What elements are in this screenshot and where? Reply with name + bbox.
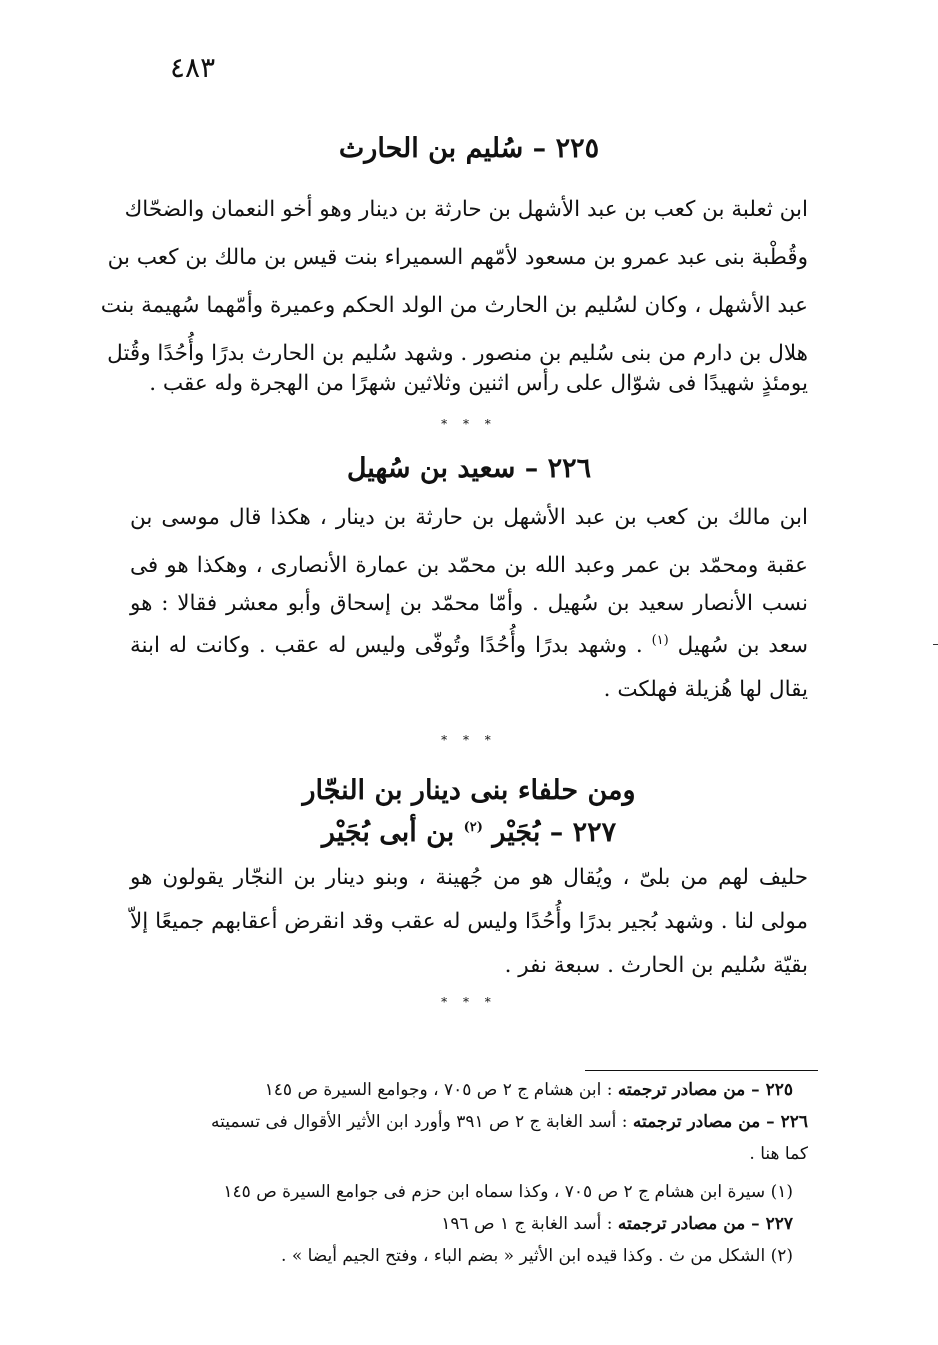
page-number: ٤٨٣: [170, 51, 216, 84]
footnote-1: (١) سيرة ابن هشام ج ٢ ص ٧٠٥ ، وكذا سماه ابن حزم فى جوامع السيرة ص ١٤٥: [223, 1182, 793, 1202]
footnote-226: [120, 1108, 808, 1136]
separator-1: * * *: [441, 417, 497, 431]
footnote-227-label: ٢٢٧ – من مصادر ترجمته: [617, 1214, 793, 1234]
section-heading-227-name: ٢٢٧ – بُجَيْر: [492, 817, 617, 848]
footnote-2: (٢) الشكل من ث . وكذا قيده ابن الأثير « بضم الباء ، وفتح الجيم أيضا » .: [281, 1246, 793, 1266]
footnote-225: [120, 1076, 793, 1104]
section-225-line-5: يومئذٍ شهيدًا فى شوّال على رأس اثنين وثلاثين شهرًا من الهجرة وله عقب .: [149, 371, 808, 396]
section-heading-227: [130, 812, 808, 854]
footnote-ref-1: (١): [651, 632, 669, 648]
section-226-line-3: نسب الأنصار سعيد بن سُهيل . وأمّا محمّد بن إسحاق وأبو معشر فقالا : هو: [130, 591, 808, 616]
section-225-line-2: وقُطْبة بنى عبد عمرو بن مسعود لأمّهم السميراء بنت قيس بن مالك بن كعب بن: [107, 245, 808, 270]
footnote-225-text: : ابن هشام ج ٢ ص ٧٠٥ ، وجوامع السيرة ص ١٤٥: [264, 1080, 618, 1100]
section-227-line-1: حليف لهم من بلىّ ، ويُقال هو من جُهينة ، وبنو دينار بن النجّار يقولون هو: [130, 865, 808, 890]
section-225-line-3: عبد الأشهل ، وكان لسُليم بن الحارث من الولد الحكم وعميرة وأمّهما سُهيمة بنت: [100, 293, 808, 318]
section-heading-227-rest: بن أبى بُجَيْر: [321, 817, 455, 848]
section-226-line-2: عقبة ومحمّد بن عمر وعبد الله بن محمّد بن عمارة الأنصارى ، وهكذا هو فى: [130, 553, 808, 578]
footnote-227-text: : أسد الغابة ج ١ ص ١٩٦: [441, 1214, 618, 1234]
section-225-line-1: ابن ثعلبة بن كعب بن عبد الأشهل بن حارثة بن دينار وهو أخو النعمان والضحّاك: [124, 197, 808, 222]
section-227-line-3: بقيّة سُليم بن الحارث . سبعة نفر .: [504, 953, 808, 978]
scan-edge-mark: [933, 644, 938, 645]
separator-2: * * *: [441, 733, 497, 747]
section-226-line-5: يقال لها هُزيلة فهلكت .: [603, 677, 808, 702]
footnote-227: [120, 1210, 793, 1238]
section-227-line-2: مولى لنا . وشهد بُجير بدرًا وأُحُدًا وليس له عقب وقد انقرض أعقابهم جميعًا إلاّ: [130, 909, 808, 934]
footnote-226-text: : أسد الغابة ج ٢ ص ٣٩١ وأورد ابن الأثير الأقوال فى تسميته: [210, 1112, 633, 1132]
section-226-line-4-start: سعد بن سُهيل: [677, 633, 808, 658]
section-226-line-4: [130, 622, 808, 670]
section-226-line-4-rest: . وشهد بدرًا وأُحُدًا وتُوفّى وليس له عقب . وكانت له ابنة: [130, 633, 643, 658]
footnote-ref-2: (٢): [463, 820, 483, 835]
footnote-226-continuation: كما هنا .: [749, 1144, 808, 1164]
footnote-226-label: ٢٢٦ – من مصادر ترجمته: [632, 1112, 808, 1132]
footnote-rule: [585, 1070, 818, 1071]
footnote-225-label: ٢٢٥ – من مصادر ترجمته: [617, 1080, 793, 1100]
section-heading-226: ٢٢٦ – سعيد بن سُهيل: [346, 453, 592, 484]
section-225-line-4: هلال بن دارم من بنى سُليم بن منصور . وشهد سُليم بن الحارث بدرًا وأُحُدًا وقُتل: [107, 341, 808, 366]
section-heading-225: ٢٢٥ – سُليم بن الحارث: [338, 133, 600, 164]
section-226-line-1: ابن مالك بن كعب بن عبد الأشهل بن حارثة بن دينار ، هكذا قال موسى بن: [130, 505, 808, 530]
separator-3: * * *: [441, 995, 497, 1009]
allies-heading: ومن حلفاء بنى دينار بن النجّار: [302, 775, 636, 806]
